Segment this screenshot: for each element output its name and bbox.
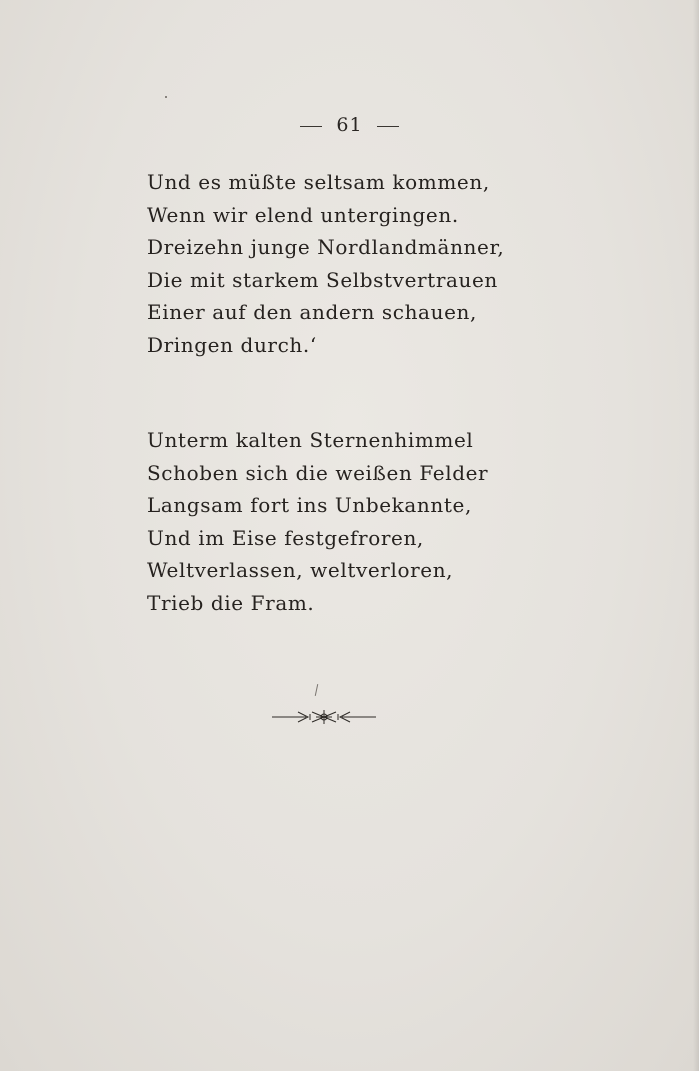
poem-stanza-1	[147, 166, 504, 362]
pencil-mark	[315, 684, 318, 696]
poem-line: Langsam fort ins Unbekannte,	[147, 493, 472, 518]
poem-line: Weltverlassen, weltverloren,	[147, 558, 454, 583]
poem-line: Unterm kalten Sternenhimmel	[147, 428, 474, 452]
page-number	[0, 114, 699, 136]
poem-line: Wenn wir elend untergingen.	[147, 202, 459, 227]
paper-speck	[165, 96, 167, 98]
poem-stanza-2	[147, 424, 488, 620]
page-number-dash-right	[377, 126, 399, 127]
poem-line: Die mit starkem Selbstvertrauen	[147, 267, 498, 292]
poem-line: Und im Eise festgefroren,	[147, 525, 424, 550]
poem-line: Und es müßte seltsam kommen,	[147, 170, 490, 194]
page-number-value: 61	[336, 114, 363, 136]
poem-line: Dreizehn junge Nordlandmänner,	[147, 235, 505, 260]
poem-line: Schoben sich die weißen Felder	[147, 460, 489, 485]
poem-line: Einer auf den andern schauen,	[147, 300, 477, 325]
fleuron-divider-icon	[272, 708, 376, 726]
poem-line: Trieb die Fram.	[147, 590, 315, 615]
poem-line: Dringen durch.‘	[147, 332, 317, 357]
page-edge-shadow	[693, 0, 699, 1071]
page-number-dash-left	[300, 126, 322, 127]
